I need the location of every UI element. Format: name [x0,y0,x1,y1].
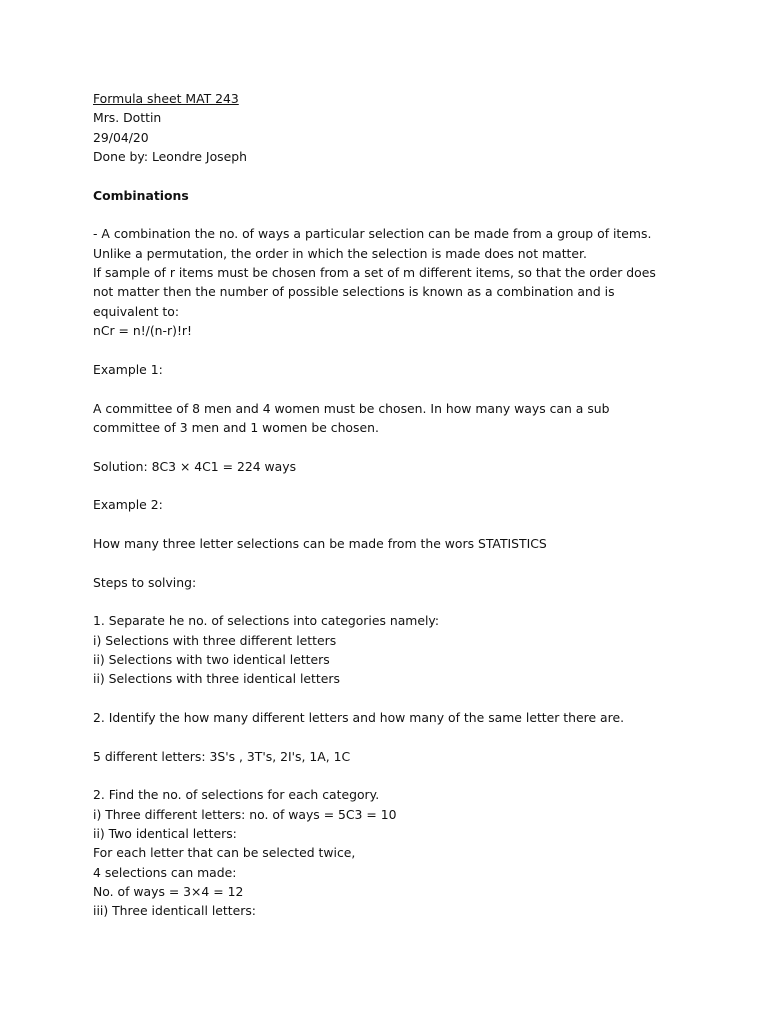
step2-line: 2. Identify the how many different letters and how many of the same letter there are. [93,710,625,725]
step3-line: 2. Find the no. of selections for each category. [93,787,380,803]
spacer [93,437,673,456]
definition-line: equivalent to: [93,303,180,319]
spacer [93,553,673,572]
definition-line: Unlike a permutation, the order in which the selection is made does not matter. [93,245,587,261]
step3-line: ii) Two identical letters: [93,826,237,842]
steps-heading: Steps to solving: [93,574,197,590]
spacer [93,689,673,708]
example2-question: How many three letter selections can be made from the wors STATISTICS [93,535,547,551]
example1-solution: Solution: 8C3 × 4C1 = 224 ways [93,458,297,474]
step1-line: 1. Separate he no. of selections into categories namely: [93,613,440,629]
step3-line: No. of ways = 3×4 = 12 [93,884,244,900]
step3-line: 4 selections can made: [93,864,237,880]
combination-formula: nCr = n!/(n-r)!r! [93,323,192,339]
author-line: Done by: Leondre Joseph [93,149,247,165]
step3-line: For each letter that can be selected twice, [93,845,356,861]
step3-line: iii) Three identicall letters: [93,903,256,919]
step3-line: i) Three different letters: no. of ways = 5C3 = 10 [93,806,397,822]
teacher-name: Mrs. Dottin [93,110,162,126]
definition-line: If sample of r items must be chosen from a set of m different items, so that the order does [93,265,656,281]
definition-line: not matter then the number of possible selections is known as a combination and is [93,284,615,300]
example2-heading: Example 2: [93,497,163,513]
spacer [93,476,673,495]
spacer [93,205,673,224]
spacer [93,766,673,785]
spacer [93,379,673,398]
example1-question-line: A committee of 8 men and 4 women must be chosen. In how many ways can a sub [93,400,610,416]
step1-line: ii) Selections with three identical letters [93,671,340,687]
example1-question-line: committee of 3 men and 1 women be chosen. [93,419,379,435]
step1-line: ii) Selections with two identical letters [93,651,330,667]
definition-line: - A combination the no. of ways a particular selection can be made from a group of items. [93,226,652,242]
spacer [93,515,673,534]
spacer [93,340,673,359]
spacer [93,166,673,185]
spacer [93,592,673,611]
step1-line: i) Selections with three different letters [93,632,337,648]
document-title: Formula sheet MAT 243 [93,91,239,106]
example1-heading: Example 1: [93,361,163,377]
section-heading: Combinations [93,187,189,203]
spacer [93,727,673,746]
document-date: 29/04/20 [93,129,149,145]
document-body [93,89,673,921]
letters-count-line: 5 different letters: 3S's , 3T's, 2I's, 1A, 1C [93,748,351,764]
